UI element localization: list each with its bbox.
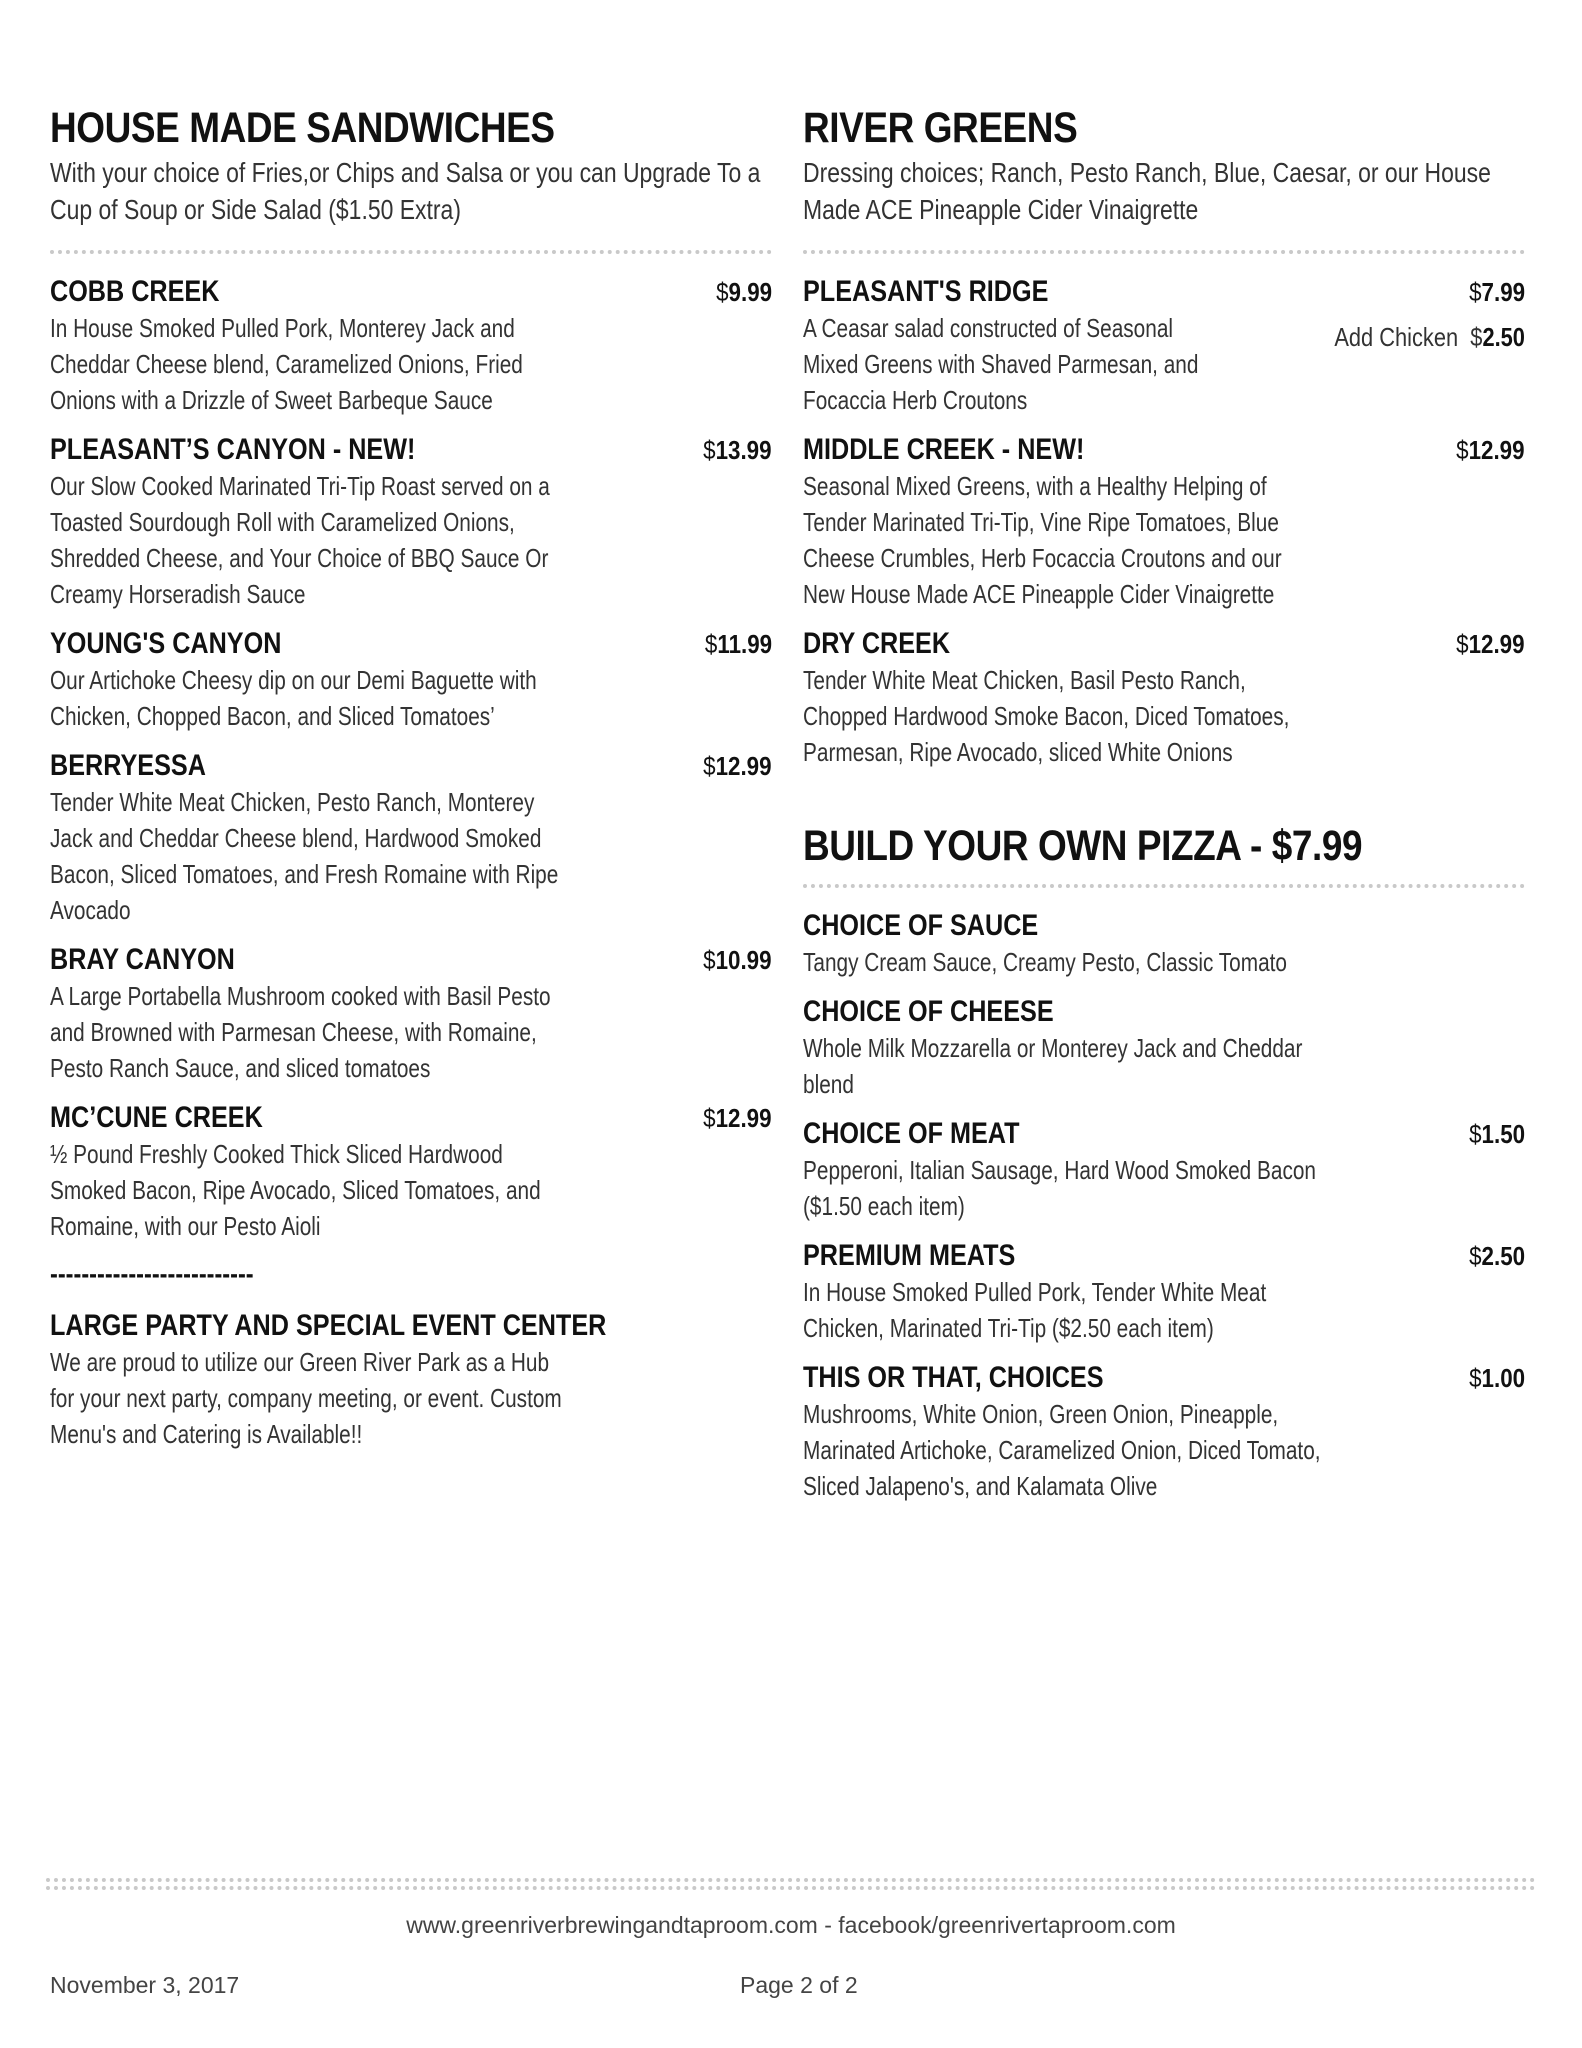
- pizza-choice-sauce: [803, 908, 1525, 980]
- greens-subtitle: Dressing choices; Ranch, Pesto Ranch, Blue, Caesar, or our House Made ACE Pineapple Cider Vinaigrette: [803, 157, 1491, 225]
- pizza-premium-meats: [803, 1238, 1525, 1346]
- item-name: THIS OR THAT, CHOICES: [803, 1361, 1104, 1394]
- divider: [50, 250, 772, 254]
- item-name: YOUNG'S CANYON: [50, 627, 282, 660]
- menu-item-pleasants-ridge: [803, 274, 1525, 418]
- pizza-title: BUILD YOUR OWN PIZZA - $7.99: [803, 822, 1363, 870]
- footer-date: November 3, 2017: [50, 1972, 240, 1998]
- item-price: $7.99: [1469, 277, 1525, 307]
- item-name: MC’CUNE CREEK: [50, 1101, 263, 1134]
- item-name: CHOICE OF MEAT: [803, 1117, 1020, 1150]
- sandwiches-subtitle: With your choice of Fries,or Chips and Salsa or you can Upgrade To a Cup of Soup or Side Salad ($1.50 Extra): [50, 157, 761, 225]
- addon-chicken: Add Chicken $2.50: [1334, 322, 1525, 352]
- event-description: We are proud to utilize our Green River Park as a Hub for your next party, company meeting, or event. Custom Menu's and Catering is Available!!: [50, 1347, 562, 1449]
- event-center: [50, 1308, 772, 1452]
- item-price: $11.99: [704, 629, 772, 659]
- footer-website[interactable]: www.greenriverbrewingandtaproom.com - facebook/greenrivertaproom.com: [406, 1912, 1176, 1938]
- divider: [803, 250, 1525, 254]
- item-name: BERRYESSA: [50, 749, 206, 782]
- left-column: [50, 104, 772, 1466]
- menu-item-middle-creek: [803, 432, 1525, 612]
- divider: [803, 884, 1525, 888]
- sandwiches-title: HOUSE MADE SANDWICHES: [50, 104, 555, 152]
- item-description: Seasonal Mixed Greens, with a Healthy Helping of Tender Marinated Tri-Tip, Vine Ripe Tomatoes, Blue Cheese Crumbles, Herb Focaccia Croutons and our New House Made ACE Pineapple Cider Vinaigrette: [803, 471, 1282, 609]
- item-description: Pepperoni, Italian Sausage, Hard Wood Smoked Bacon ($1.50 each item): [803, 1155, 1317, 1221]
- menu-item-youngs-canyon: [50, 626, 772, 734]
- item-description: ½ Pound Freshly Cooked Thick Sliced Hardwood Smoked Bacon, Ripe Avocado, Sliced Tomatoes, and Romaine, with our Pesto Aioli: [50, 1139, 541, 1241]
- item-description: Tender White Meat Chicken, Basil Pesto Ranch, Chopped Hardwood Smoke Bacon, Diced Tomatoes, Parmesan, Ripe Avocado, sliced White Onions: [803, 665, 1290, 767]
- menu-item-cobb-creek: [50, 274, 772, 418]
- item-name: DRY CREEK: [803, 627, 951, 660]
- item-name: PLEASANT’S CANYON - NEW!: [50, 433, 416, 466]
- pizza-choice-meat: [803, 1116, 1525, 1224]
- item-price: $1.50: [1469, 1119, 1525, 1149]
- menu-item-pleasants-canyon: [50, 432, 772, 612]
- menu-item-dry-creek: [803, 626, 1525, 770]
- item-description: In House Smoked Pulled Pork, Monterey Jack and Cheddar Cheese blend, Caramelized Onions, Fried Onions with a Drizzle of Sweet Barbeque Sauce: [50, 313, 523, 415]
- item-name: CHOICE OF CHEESE: [803, 995, 1054, 1028]
- greens-title: RIVER GREENS: [803, 104, 1078, 152]
- pizza-choice-cheese: [803, 994, 1525, 1102]
- item-description: A Ceasar salad constructed of Seasonal Mixed Greens with Shaved Parmesan, and Focaccia Herb Croutons: [803, 313, 1199, 415]
- item-description: A Large Portabella Mushroom cooked with Basil Pesto and Browned with Parmesan Cheese, with Romaine, Pesto Ranch Sauce, and sliced tomatoes: [50, 981, 551, 1083]
- sandwich-list: [50, 274, 772, 1244]
- menu-item-bray-canyon: [50, 942, 772, 1086]
- pizza-this-or-that: [803, 1360, 1525, 1504]
- menu-item-mccune-creek: [50, 1100, 772, 1244]
- event-title: LARGE PARTY AND SPECIAL EVENT CENTER: [50, 1309, 607, 1342]
- item-price: $9.99: [716, 277, 772, 307]
- item-name: COBB CREEK: [50, 275, 220, 308]
- item-name: CHOICE OF SAUCE: [803, 909, 1039, 942]
- item-description: In House Smoked Pulled Pork, Tender White Meat Chicken, Marinated Tri-Tip ($2.50 each item): [803, 1277, 1267, 1343]
- item-description: Our Slow Cooked Marinated Tri-Tip Roast served on a Toasted Sourdough Roll with Caramelized Onions, Shredded Cheese, and Your Choice of BBQ Sauce Or Creamy Horseradish Sauce: [50, 471, 550, 609]
- page-number: Page 2 of 2: [740, 1972, 858, 1998]
- item-description: Our Artichoke Cheesy dip on our Demi Baguette with Chicken, Chopped Bacon, and Sliced Tomatoes’: [50, 665, 537, 731]
- right-column: [803, 104, 1525, 1518]
- item-price: $12.99: [703, 751, 772, 781]
- item-price: $13.99: [703, 435, 772, 465]
- item-name: MIDDLE CREEK - NEW!: [803, 433, 1085, 466]
- item-description: Mushrooms, White Onion, Green Onion, Pineapple, Marinated Artichoke, Caramelized Onion, Diced Tomato, Sliced Jalapeno's, and Kalamata Olive: [803, 1399, 1321, 1501]
- item-name: BRAY CANYON: [50, 943, 235, 976]
- item-price: $2.50: [1469, 1241, 1525, 1271]
- item-description: Tangy Cream Sauce, Creamy Pesto, Classic Tomato: [803, 947, 1287, 977]
- item-price: $12.99: [1456, 629, 1525, 659]
- dash-separator: --------------------------: [50, 1258, 254, 1289]
- menu-item-berryessa: [50, 748, 772, 928]
- footer-divider: [46, 1878, 1536, 1890]
- item-name: PREMIUM MEATS: [803, 1239, 1016, 1272]
- item-name: PLEASANT'S RIDGE: [803, 275, 1049, 308]
- item-price: $12.99: [1456, 435, 1525, 465]
- item-description: Tender White Meat Chicken, Pesto Ranch, Monterey Jack and Cheddar Cheese blend, Hardwood Smoked Bacon, Sliced Tomatoes, and Fresh Romaine with Ripe Avocado: [50, 787, 559, 925]
- item-price: $12.99: [703, 1103, 772, 1133]
- item-description: Whole Milk Mozzarella or Monterey Jack and Cheddar blend: [803, 1033, 1303, 1099]
- item-price: $1.00: [1469, 1363, 1525, 1393]
- item-price: $10.99: [703, 945, 772, 975]
